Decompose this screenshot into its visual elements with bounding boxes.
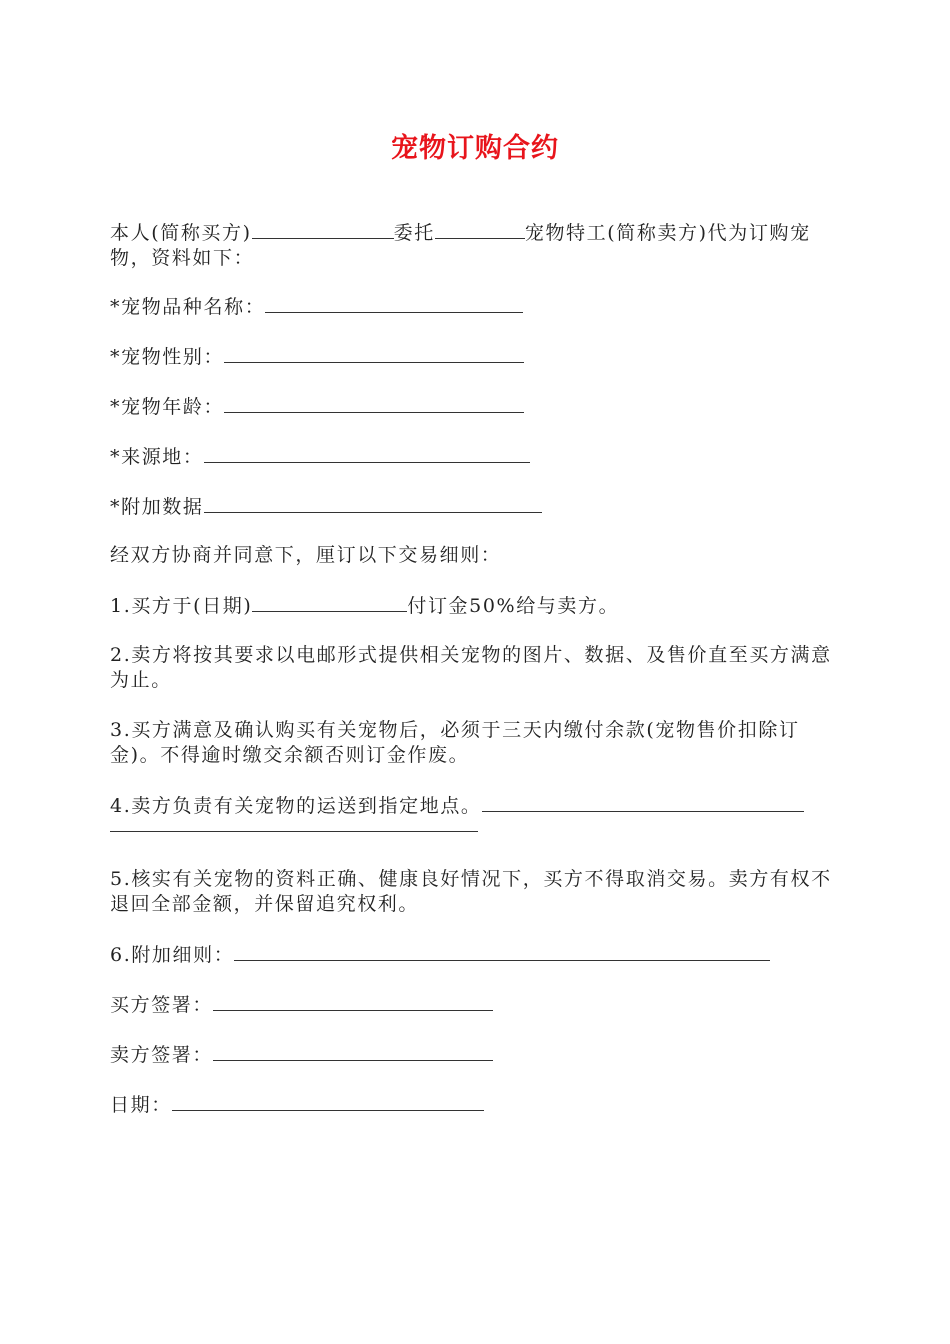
term-6 — [110, 942, 770, 968]
buyer-signature — [110, 992, 493, 1018]
origin-blank[interactable] — [204, 444, 530, 463]
agent-name-blank[interactable] — [435, 220, 525, 239]
term-1 — [110, 593, 619, 619]
intro-rest-text: 宠物特工(简称卖方)代为订购宠物，资料如下： — [110, 222, 811, 269]
delivery-location-blank-2[interactable] — [110, 819, 478, 832]
signature-date-label: 日期： — [110, 1094, 172, 1116]
age-blank[interactable] — [224, 394, 524, 413]
term-1-rest: 付订金50%给与卖方。 — [407, 595, 620, 617]
intro-paragraph — [110, 220, 845, 271]
intro-entrust-label: 委托 — [393, 222, 435, 244]
field-origin — [110, 444, 530, 470]
field-age — [110, 394, 524, 420]
seller-signature-blank[interactable] — [213, 1042, 493, 1061]
gender-blank[interactable] — [224, 344, 524, 363]
field-breed — [110, 294, 523, 320]
field-gender — [110, 344, 524, 370]
additional-terms-blank[interactable] — [234, 942, 770, 961]
term-6-label: 6.附加细则： — [110, 944, 235, 966]
term-2: 2.卖方将按其要求以电邮形式提供相关宠物的图片、数据、及售价直至买方满意为止。 — [110, 644, 832, 691]
signature-date — [110, 1092, 484, 1118]
field-extra-label: *附加数据 — [110, 496, 204, 518]
delivery-location-blank-1[interactable] — [482, 793, 804, 812]
field-breed-label: *宠物品种名称： — [110, 296, 266, 318]
term-3: 3.买方满意及确认购买有关宠物后，必须于三天内缴付余款(宠物售价扣除订金)。不得逾时缴交余额否则订金作废。 — [110, 719, 800, 766]
extra-data-blank[interactable] — [204, 494, 542, 513]
agreement-intro: 经双方协商并同意下，厘订以下交易细则： — [110, 544, 502, 566]
field-gender-label: *宠物性别： — [110, 346, 225, 368]
intro-buyer-label: 本人(简称买方) — [110, 222, 252, 244]
buyer-name-blank[interactable] — [252, 220, 394, 239]
term-4 — [110, 793, 842, 832]
buyer-signature-label: 买方签署： — [110, 994, 214, 1016]
term-1-label: 1.买方于(日期) — [110, 595, 253, 617]
seller-signature-label: 卖方签署： — [110, 1044, 214, 1066]
term-4-text: 4.卖方负责有关宠物的运送到指定地点。 — [110, 795, 482, 817]
seller-signature — [110, 1042, 493, 1068]
field-age-label: *宠物年龄： — [110, 396, 225, 418]
deposit-date-blank[interactable] — [252, 593, 407, 612]
signature-date-blank[interactable] — [172, 1092, 484, 1111]
term-5: 5.核实有关宠物的资料正确、健康良好情况下，买方不得取消交易。卖方有权不退回全部金额，并保留追究权利。 — [110, 868, 832, 915]
breed-blank[interactable] — [265, 294, 523, 313]
field-extra — [110, 494, 542, 520]
field-origin-label: *来源地： — [110, 446, 204, 468]
buyer-signature-blank[interactable] — [213, 992, 493, 1011]
document-title: 宠物订购合约 — [391, 133, 559, 164]
